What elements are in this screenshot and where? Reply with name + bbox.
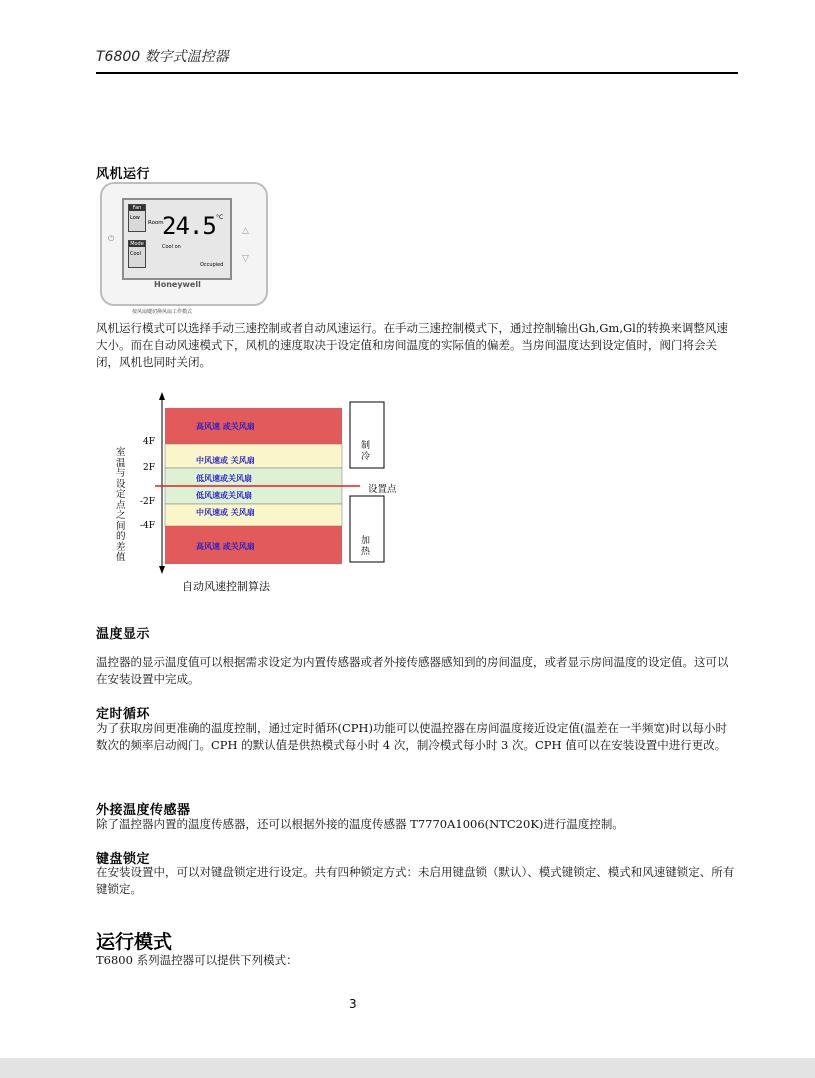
band-label-high-cool: 高风速 或关风扇 (196, 422, 255, 431)
cooling-label: 制冷 (361, 441, 371, 462)
thermostat-caption: 按风扇键切换风扇工作模式 (132, 309, 193, 315)
band-label-low-heat: 低风速或关风扇 (196, 491, 252, 500)
cool-on-label: Cool on (162, 244, 181, 250)
band-label-mid-cool: 中风速或 关风扇 (196, 456, 255, 465)
fan-speed-diagram (110, 392, 400, 592)
y-axis-arrow-down (159, 566, 165, 574)
thermostat-image (96, 182, 266, 315)
modes-paragraph: T6800 系列温控器可以提供下列模式： (96, 953, 298, 967)
temp-display-paragraph: 温控器的显示温度值可以根据需求设定为内置传感器或者外接传感器感知到的房间温度，或者显示房间温度的设定值。这可以在安装设置中完成。 (96, 655, 729, 686)
unit-label: °C (216, 214, 224, 221)
cycle-paragraph: 为了获取房间更准确的温度控制，通过定时循环(CPH)功能可以使温控器在房间温度接近设定值(温差在一半频宽)时以每小时数次的频率启动阀门。CPH 的默认值是供热模式每小时 4 次，制冷模式每小时 3 次。CPH 值可以在安装设置中进行更改。 (96, 721, 728, 752)
band-label-mid-heat: 中风速或 关风扇 (196, 508, 255, 517)
band-label-high-heat: 高风速 或关风扇 (196, 542, 255, 551)
section-heading-keypad-lock: 键盘锁定 (96, 852, 151, 867)
tick-neg-2f: -2F (140, 497, 156, 507)
setpoint-label: 设置点 (368, 484, 397, 495)
low-label: Low (130, 215, 140, 221)
band-low-heat (165, 486, 342, 504)
header-title: T6800 数字式温控器 (96, 49, 229, 65)
section-heading-modes: 运行模式 (96, 931, 173, 953)
tick-neg-4f: -4F (140, 521, 156, 531)
section-heading-fan: 风机运行 (96, 167, 151, 182)
y-axis-label: 室温与设定点之间的差值 (116, 447, 126, 563)
band-label-low-cool: 低风速或关风扇 (196, 474, 252, 483)
mode-label: Mode (130, 241, 144, 247)
room-label: Room (148, 220, 164, 226)
brand-logo: Honeywell (154, 280, 201, 289)
band-low-cool (165, 468, 342, 486)
tick-4f: 4F (143, 437, 155, 447)
temperature-readout: 24.5 (162, 212, 216, 240)
keypad-lock-paragraph: 在安装设置中，可以对键盘锁定进行设定。共有四种锁定方式：未启用键盘锁（默认）、模式键锁定、模式和风速键锁定、所有键锁定。 (96, 865, 735, 896)
down-arrow-icon: ▽ (242, 254, 249, 264)
occupied-label: Occupied (200, 262, 224, 268)
fan-paragraph: 风机运行模式可以选择手动三速控制或者自动风速运行。在手动三速控制模式下，通过控制输出Gh,Gm,Gl的转换来调整风速大小。而在自动风速模式下，风机的速度取决于设定值和房间温度的实际值的偏差。当房间温度达到设定值时，阀门将会关闭，风机也同时关闭。 (96, 321, 728, 369)
diagram-caption: 自动风速控制算法 (182, 580, 270, 593)
up-arrow-icon: △ (242, 226, 249, 236)
heating-label: 加热 (361, 536, 371, 557)
footer-band (0, 1058, 815, 1078)
y-axis-arrow-up (159, 392, 165, 400)
thermostat-lcd (122, 198, 232, 280)
cool-label: Cool (130, 251, 141, 257)
power-icon: ⏻ (108, 234, 115, 243)
page-number: 3 (349, 997, 357, 1011)
section-heading-external-sensor: 外接温度传感器 (96, 803, 191, 818)
header-rule (96, 72, 738, 74)
fan-label: Fan (129, 205, 145, 211)
section-heading-cycle: 定时循环 (96, 707, 151, 722)
tick-2f: 2F (143, 463, 155, 473)
external-sensor-paragraph: 除了温控器内置的温度传感器，还可以根据外接的温度传感器 T7770A1006(NTC20K)进行温度控制。 (96, 817, 624, 831)
section-heading-temp-display: 温度显示 (96, 627, 151, 642)
